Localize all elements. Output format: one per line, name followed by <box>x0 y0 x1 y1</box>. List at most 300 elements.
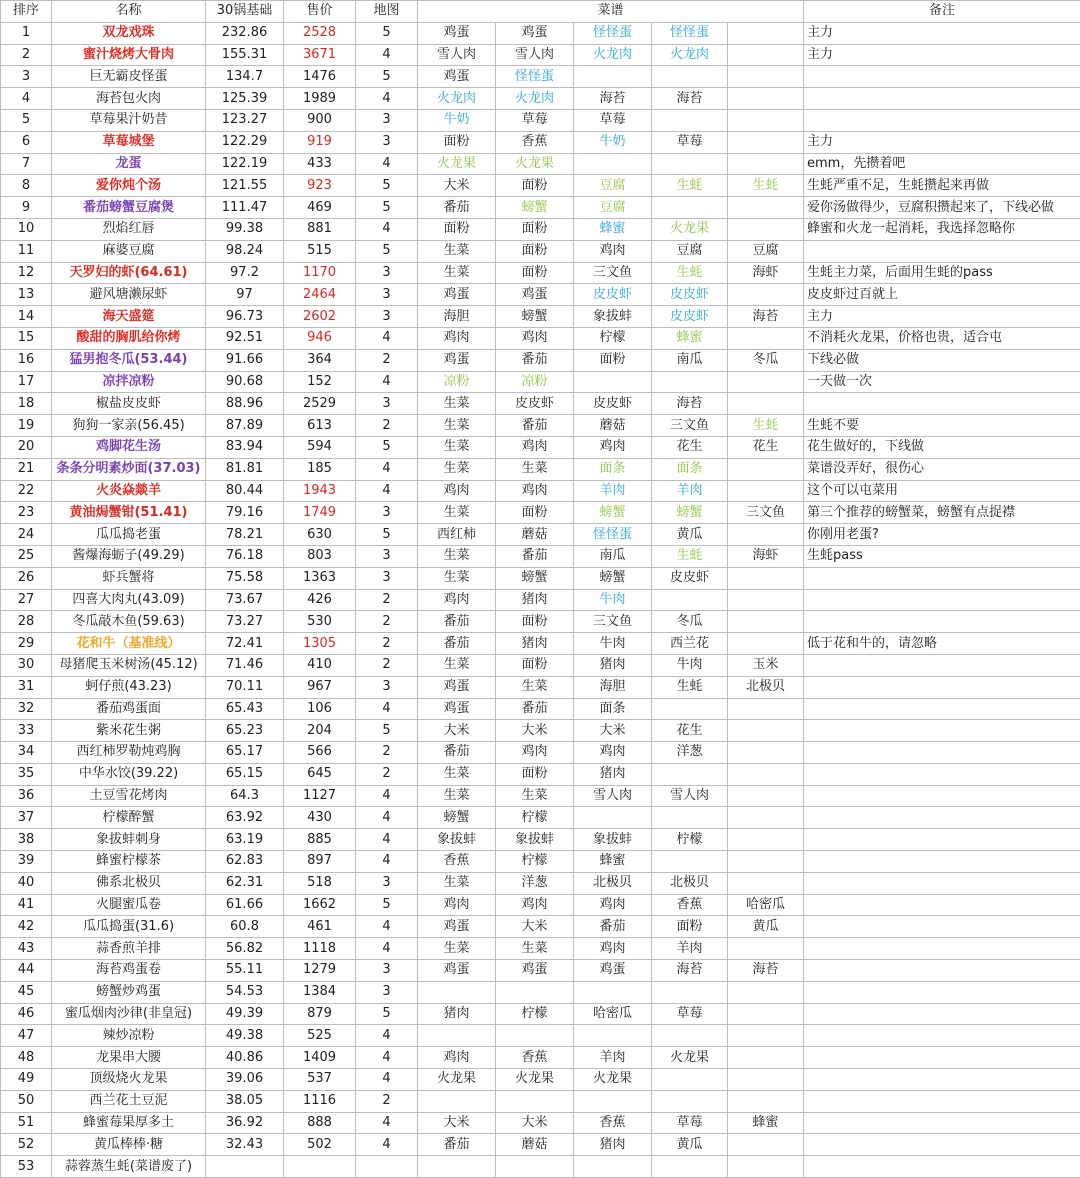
base-value-cell: 111.47 <box>206 197 284 219</box>
note-cell <box>804 807 1080 829</box>
price-cell: 1409 <box>284 1047 356 1069</box>
ingredient-cell: 鸡肉 <box>496 436 574 458</box>
price-cell: 946 <box>284 327 356 349</box>
map-cell: 4 <box>356 44 418 66</box>
table-row <box>1 349 1080 371</box>
map-cell: 2 <box>356 633 418 655</box>
ingredient-cell: 象拔蚌 <box>418 829 496 851</box>
table-row <box>1 436 1080 458</box>
ingredient-cell: 面条 <box>574 698 652 720</box>
note-cell: 生蚝严重不足，生蚝攒起来再做 <box>804 175 1080 197</box>
map-cell: 4 <box>356 327 418 349</box>
note-cell: 生蚝pass <box>804 545 1080 567</box>
ingredient-cell: 火龙果 <box>574 1069 652 1091</box>
dish-name-cell: 西红柿罗勒炖鸡胸 <box>52 742 206 764</box>
ingredient-cell: 海苔 <box>728 306 804 328</box>
ingredient-cell: 柠檬 <box>574 327 652 349</box>
note-cell: 下线必做 <box>804 349 1080 371</box>
price-cell: 923 <box>284 175 356 197</box>
note-cell: 蜂蜜和火龙一起消耗，我选择忽略你 <box>804 218 1080 240</box>
map-cell: 4 <box>356 218 418 240</box>
ingredient-cell: 玉米 <box>728 654 804 676</box>
ingredient-cell: 草莓 <box>574 109 652 131</box>
base-value-cell: 73.67 <box>206 589 284 611</box>
ingredient-cell: 生菜 <box>418 502 496 524</box>
table-row <box>1 981 1080 1003</box>
base-value-cell: 65.43 <box>206 698 284 720</box>
price-cell: 204 <box>284 720 356 742</box>
map-cell: 2 <box>356 1090 418 1112</box>
ingredient-cell: 大米 <box>418 1112 496 1134</box>
ingredient-cell <box>728 938 804 960</box>
price-cell: 566 <box>284 742 356 764</box>
map-cell: 5 <box>356 720 418 742</box>
ingredient-cell: 香蕉 <box>652 894 728 916</box>
rank-cell: 36 <box>1 785 52 807</box>
table-row <box>1 284 1080 306</box>
ingredient-cell: 羊肉 <box>652 938 728 960</box>
header-row <box>1 1 1080 23</box>
price-cell: 410 <box>284 654 356 676</box>
ingredient-cell: 鸡肉 <box>418 1047 496 1069</box>
ingredient-cell <box>728 763 804 785</box>
map-cell: 2 <box>356 763 418 785</box>
ingredient-cell: 火龙果 <box>496 153 574 175</box>
ingredient-cell <box>652 1156 728 1178</box>
rank-cell: 34 <box>1 742 52 764</box>
base-value-cell: 121.55 <box>206 175 284 197</box>
ingredient-cell <box>728 218 804 240</box>
ingredient-cell: 鸡肉 <box>574 436 652 458</box>
ingredient-cell: 鸡蛋 <box>574 960 652 982</box>
ingredient-cell: 黄瓜 <box>652 1134 728 1156</box>
ingredient-cell: 大米 <box>496 720 574 742</box>
ingredient-cell: 怪怪蛋 <box>574 22 652 44</box>
ingredient-cell <box>728 785 804 807</box>
dish-name-cell: 烈焰红唇 <box>52 218 206 240</box>
table-row <box>1 829 1080 851</box>
price-cell: 1749 <box>284 502 356 524</box>
base-value-cell: 83.94 <box>206 436 284 458</box>
table-row <box>1 262 1080 284</box>
dish-name-cell: 螃蟹炒鸡蛋 <box>52 981 206 1003</box>
dish-name-cell: 天罗妇的虾(64.61) <box>52 262 206 284</box>
ingredient-cell: 牛肉 <box>652 654 728 676</box>
ingredient-cell <box>728 1156 804 1178</box>
ingredient-cell: 雪人肉 <box>418 44 496 66</box>
dish-name-cell: 蜂蜜柠檬茶 <box>52 851 206 873</box>
ingredient-cell <box>728 567 804 589</box>
price-cell: 469 <box>284 197 356 219</box>
ingredient-cell: 皮皮虾 <box>574 393 652 415</box>
price-cell: 2528 <box>284 22 356 44</box>
price-cell: 897 <box>284 851 356 873</box>
map-cell: 4 <box>356 1025 418 1047</box>
table-row <box>1 44 1080 66</box>
dish-name-cell: 母猪爬玉米树汤(45.12) <box>52 654 206 676</box>
ingredient-cell <box>652 763 728 785</box>
ingredient-cell <box>728 480 804 502</box>
base-value-cell: 39.06 <box>206 1069 284 1091</box>
map-cell: 3 <box>356 567 418 589</box>
ingredient-cell: 黄瓜 <box>652 524 728 546</box>
base-value-cell: 56.82 <box>206 938 284 960</box>
ingredient-cell <box>496 1090 574 1112</box>
ingredient-cell: 螃蟹 <box>496 567 574 589</box>
ingredient-cell <box>574 66 652 88</box>
rank-cell: 24 <box>1 524 52 546</box>
price-cell: 2464 <box>284 284 356 306</box>
ingredient-cell: 花生 <box>652 720 728 742</box>
ingredient-cell: 皮皮虾 <box>652 284 728 306</box>
rank-cell: 23 <box>1 502 52 524</box>
ingredient-cell: 北极贝 <box>574 872 652 894</box>
ingredient-cell: 蜂蜜 <box>574 218 652 240</box>
rank-cell: 28 <box>1 611 52 633</box>
table-row <box>1 88 1080 110</box>
ingredient-cell <box>728 22 804 44</box>
table-row <box>1 851 1080 873</box>
ingredient-cell: 螃蟹 <box>574 567 652 589</box>
map-cell: 3 <box>356 502 418 524</box>
table-row <box>1 458 1080 480</box>
dish-name-cell: 凉拌凉粉 <box>52 371 206 393</box>
rank-cell: 6 <box>1 131 52 153</box>
note-cell <box>804 851 1080 873</box>
ingredient-cell: 番茄 <box>418 611 496 633</box>
map-cell: 4 <box>356 153 418 175</box>
ingredient-cell: 火龙果 <box>652 1047 728 1069</box>
map-cell: 4 <box>356 88 418 110</box>
ingredient-cell: 豆腐 <box>728 240 804 262</box>
map-cell: 4 <box>356 1112 418 1134</box>
base-value-cell: 70.11 <box>206 676 284 698</box>
map-cell: 4 <box>356 1047 418 1069</box>
ingredient-cell: 鸡蛋 <box>418 676 496 698</box>
ingredient-cell <box>652 1025 728 1047</box>
note-cell <box>804 1069 1080 1091</box>
ingredient-cell: 面粉 <box>496 175 574 197</box>
table-row <box>1 502 1080 524</box>
header-map: 地图 <box>356 1 418 23</box>
ingredient-cell: 怪怪蛋 <box>496 66 574 88</box>
ingredient-cell: 雪人肉 <box>652 785 728 807</box>
base-value-cell: 55.11 <box>206 960 284 982</box>
dish-name-cell: 巨无霸皮怪蛋 <box>52 66 206 88</box>
header-recipe: 菜谱 <box>418 1 804 23</box>
base-value-cell: 60.8 <box>206 916 284 938</box>
dish-name-cell: 酸甜的胸肌给你烤 <box>52 327 206 349</box>
base-value-cell: 122.19 <box>206 153 284 175</box>
ingredient-cell: 北极贝 <box>652 872 728 894</box>
ingredient-cell <box>418 1090 496 1112</box>
ingredient-cell: 豆腐 <box>652 240 728 262</box>
base-value-cell: 49.39 <box>206 1003 284 1025</box>
price-cell: 803 <box>284 545 356 567</box>
ingredient-cell: 猪肉 <box>574 763 652 785</box>
note-cell <box>804 742 1080 764</box>
table-row <box>1 153 1080 175</box>
ingredient-cell: 皮皮虾 <box>652 306 728 328</box>
table-row <box>1 131 1080 153</box>
map-cell: 3 <box>356 960 418 982</box>
table-row <box>1 1047 1080 1069</box>
dish-name-cell: 海苔包火肉 <box>52 88 206 110</box>
note-cell <box>804 1112 1080 1134</box>
ingredient-cell <box>728 524 804 546</box>
ingredient-cell: 三文鱼 <box>652 415 728 437</box>
ingredient-cell: 鸡肉 <box>574 938 652 960</box>
ingredient-cell: 海苔 <box>652 960 728 982</box>
price-cell: 967 <box>284 676 356 698</box>
dish-name-cell: 四喜大肉丸(43.09) <box>52 589 206 611</box>
dish-name-cell: 海苔鸡蛋卷 <box>52 960 206 982</box>
header-note: 备注 <box>804 1 1080 23</box>
dish-name-cell: 番茄螃蟹豆腐煲 <box>52 197 206 219</box>
ingredient-cell: 香蕉 <box>496 1047 574 1069</box>
price-cell: 1116 <box>284 1090 356 1112</box>
map-cell: 5 <box>356 1003 418 1025</box>
ingredient-cell: 海胆 <box>574 676 652 698</box>
ingredient-cell: 大米 <box>574 720 652 742</box>
price-cell: 919 <box>284 131 356 153</box>
ingredient-cell: 南瓜 <box>652 349 728 371</box>
base-value-cell: 123.27 <box>206 109 284 131</box>
ingredient-cell: 海虾 <box>728 262 804 284</box>
ingredient-cell: 面粉 <box>496 218 574 240</box>
base-value-cell: 65.15 <box>206 763 284 785</box>
base-value-cell: 122.29 <box>206 131 284 153</box>
ingredient-cell <box>574 371 652 393</box>
base-value-cell: 87.89 <box>206 415 284 437</box>
ingredient-cell: 怪怪蛋 <box>574 524 652 546</box>
ingredient-cell <box>728 1025 804 1047</box>
ingredient-cell: 大米 <box>496 916 574 938</box>
ingredient-cell <box>652 698 728 720</box>
dish-name-cell: 紫米花生粥 <box>52 720 206 742</box>
dish-name-cell: 蜂蜜莓果厚多土 <box>52 1112 206 1134</box>
note-cell: 这个可以屯菜用 <box>804 480 1080 502</box>
ingredient-cell: 生菜 <box>418 393 496 415</box>
note-cell: 第三个推荐的螃蟹菜，螃蟹有点捉襟 <box>804 502 1080 524</box>
note-cell <box>804 720 1080 742</box>
note-cell: 菜谱没弄好，很伤心 <box>804 458 1080 480</box>
ingredient-cell: 生菜 <box>418 938 496 960</box>
dish-name-cell: 黄瓜棒棒·糖 <box>52 1134 206 1156</box>
ingredient-cell: 鸡肉 <box>496 327 574 349</box>
ingredient-cell: 生菜 <box>418 763 496 785</box>
ingredient-cell <box>418 1025 496 1047</box>
note-cell: 花生做好的，下线做 <box>804 436 1080 458</box>
ingredient-cell: 凉粉 <box>496 371 574 393</box>
dish-name-cell: 蒜香煎羊排 <box>52 938 206 960</box>
map-cell: 5 <box>356 22 418 44</box>
table-row <box>1 22 1080 44</box>
base-value-cell: 62.31 <box>206 872 284 894</box>
map-cell: 2 <box>356 589 418 611</box>
table-row <box>1 807 1080 829</box>
map-cell: 3 <box>356 109 418 131</box>
map-cell: 4 <box>356 480 418 502</box>
ingredient-cell: 大米 <box>418 175 496 197</box>
rank-cell: 46 <box>1 1003 52 1025</box>
ingredient-cell: 鸡蛋 <box>496 22 574 44</box>
note-cell: 你刚用老蛋? <box>804 524 1080 546</box>
ingredient-cell: 生菜 <box>418 654 496 676</box>
ingredient-cell: 南瓜 <box>574 545 652 567</box>
ingredient-cell: 番茄 <box>574 916 652 938</box>
rank-cell: 30 <box>1 654 52 676</box>
table-row <box>1 545 1080 567</box>
ingredient-cell <box>728 1134 804 1156</box>
ingredient-cell: 草莓 <box>496 109 574 131</box>
ingredient-cell: 草莓 <box>652 1003 728 1025</box>
note-cell <box>804 763 1080 785</box>
ingredient-cell: 生菜 <box>418 436 496 458</box>
ingredient-cell <box>728 1090 804 1112</box>
ingredient-cell: 面粉 <box>496 763 574 785</box>
rank-cell: 33 <box>1 720 52 742</box>
ingredient-cell: 番茄 <box>418 1134 496 1156</box>
table-row <box>1 327 1080 349</box>
ingredient-cell: 蜂蜜 <box>728 1112 804 1134</box>
ingredient-cell: 鸡蛋 <box>418 349 496 371</box>
base-value-cell: 75.58 <box>206 567 284 589</box>
table-row <box>1 763 1080 785</box>
price-cell: 364 <box>284 349 356 371</box>
ingredient-cell: 鸡肉 <box>418 327 496 349</box>
dish-name-cell: 顶级烧火龙果 <box>52 1069 206 1091</box>
ingredient-cell: 猪肉 <box>496 589 574 611</box>
ingredient-cell: 生蚝 <box>652 545 728 567</box>
rank-cell: 2 <box>1 44 52 66</box>
note-cell: 主力 <box>804 306 1080 328</box>
map-cell: 5 <box>356 197 418 219</box>
ingredient-cell <box>728 131 804 153</box>
price-cell: 613 <box>284 415 356 437</box>
table-row <box>1 1025 1080 1047</box>
note-cell <box>804 567 1080 589</box>
table-row <box>1 698 1080 720</box>
ingredient-cell: 鸡肉 <box>574 240 652 262</box>
base-value-cell: 38.05 <box>206 1090 284 1112</box>
rank-cell: 12 <box>1 262 52 284</box>
dish-name-cell: 黄油焗蟹钳(51.41) <box>52 502 206 524</box>
ingredient-cell: 螃蟹 <box>496 306 574 328</box>
ingredient-cell: 鸡肉 <box>496 480 574 502</box>
ingredient-cell: 生菜 <box>418 785 496 807</box>
note-cell: 主力 <box>804 131 1080 153</box>
dish-name-cell: 条条分明素炒面(37.03) <box>52 458 206 480</box>
ingredient-cell <box>652 1069 728 1091</box>
base-value-cell: 32.43 <box>206 1134 284 1156</box>
map-cell: 4 <box>356 829 418 851</box>
dish-name-cell: 火腿蜜瓜卷 <box>52 894 206 916</box>
rank-cell: 19 <box>1 415 52 437</box>
ingredient-cell <box>728 66 804 88</box>
ingredient-cell: 三文鱼 <box>574 262 652 284</box>
table-row <box>1 567 1080 589</box>
ingredient-cell: 黄瓜 <box>728 916 804 938</box>
price-cell <box>284 1156 356 1178</box>
ingredient-cell: 蘑菇 <box>574 415 652 437</box>
ingredient-cell: 柠檬 <box>652 829 728 851</box>
base-value-cell: 97 <box>206 284 284 306</box>
note-cell: 不消耗火龙果，价格也贵，适合屯 <box>804 327 1080 349</box>
price-cell: 1989 <box>284 88 356 110</box>
price-cell: 430 <box>284 807 356 829</box>
header-base: 30锅基础 <box>206 1 284 23</box>
ingredient-cell: 西兰花 <box>652 633 728 655</box>
note-cell: 皮皮虾过百就上 <box>804 284 1080 306</box>
map-cell: 3 <box>356 676 418 698</box>
ingredient-cell <box>418 1156 496 1178</box>
base-value-cell: 90.68 <box>206 371 284 393</box>
dish-name-cell: 辣炒凉粉 <box>52 1025 206 1047</box>
map-cell: 2 <box>356 415 418 437</box>
ingredient-cell: 面粉 <box>496 240 574 262</box>
ingredient-cell: 豆腐 <box>574 197 652 219</box>
price-cell: 879 <box>284 1003 356 1025</box>
ingredient-cell: 鸡蛋 <box>496 960 574 982</box>
rank-cell: 49 <box>1 1069 52 1091</box>
table-row <box>1 633 1080 655</box>
ingredient-cell: 海苔 <box>652 88 728 110</box>
ingredient-cell: 面粉 <box>496 502 574 524</box>
base-value-cell: 125.39 <box>206 88 284 110</box>
note-cell <box>804 240 1080 262</box>
ingredient-cell: 哈密瓜 <box>574 1003 652 1025</box>
base-value-cell: 98.24 <box>206 240 284 262</box>
ingredient-cell: 鸡肉 <box>496 742 574 764</box>
table-row <box>1 1112 1080 1134</box>
note-cell <box>804 785 1080 807</box>
ingredient-cell: 火龙果 <box>652 218 728 240</box>
ingredient-cell: 生菜 <box>418 262 496 284</box>
base-value-cell: 99.38 <box>206 218 284 240</box>
dish-name-cell: 爱你炖个汤 <box>52 175 206 197</box>
ingredient-cell: 鸡蛋 <box>418 916 496 938</box>
price-cell: 594 <box>284 436 356 458</box>
ingredient-cell: 生菜 <box>496 676 574 698</box>
ingredient-cell <box>652 197 728 219</box>
table-row <box>1 175 1080 197</box>
ingredient-cell: 鸡肉 <box>418 480 496 502</box>
ingredient-cell: 豆腐 <box>574 175 652 197</box>
ingredient-cell: 蘑菇 <box>496 1134 574 1156</box>
ingredient-cell <box>728 807 804 829</box>
price-cell: 530 <box>284 611 356 633</box>
ingredient-cell: 鸡蛋 <box>418 698 496 720</box>
ingredient-cell <box>728 44 804 66</box>
note-cell <box>804 1090 1080 1112</box>
base-value-cell: 79.16 <box>206 502 284 524</box>
base-value-cell: 80.44 <box>206 480 284 502</box>
table-row <box>1 415 1080 437</box>
dish-name-cell: 火炎焱燚羊 <box>52 480 206 502</box>
price-cell: 426 <box>284 589 356 611</box>
note-cell: 低于花和牛的，请忽略 <box>804 633 1080 655</box>
ingredient-cell: 香蕉 <box>574 1112 652 1134</box>
ingredient-cell: 三文鱼 <box>574 611 652 633</box>
table-row <box>1 894 1080 916</box>
price-cell: 1118 <box>284 938 356 960</box>
dish-name-cell: 瓜瓜捣蛋(31.6) <box>52 916 206 938</box>
map-cell: 4 <box>356 371 418 393</box>
ingredient-cell <box>728 872 804 894</box>
rank-cell: 16 <box>1 349 52 371</box>
note-cell <box>804 916 1080 938</box>
